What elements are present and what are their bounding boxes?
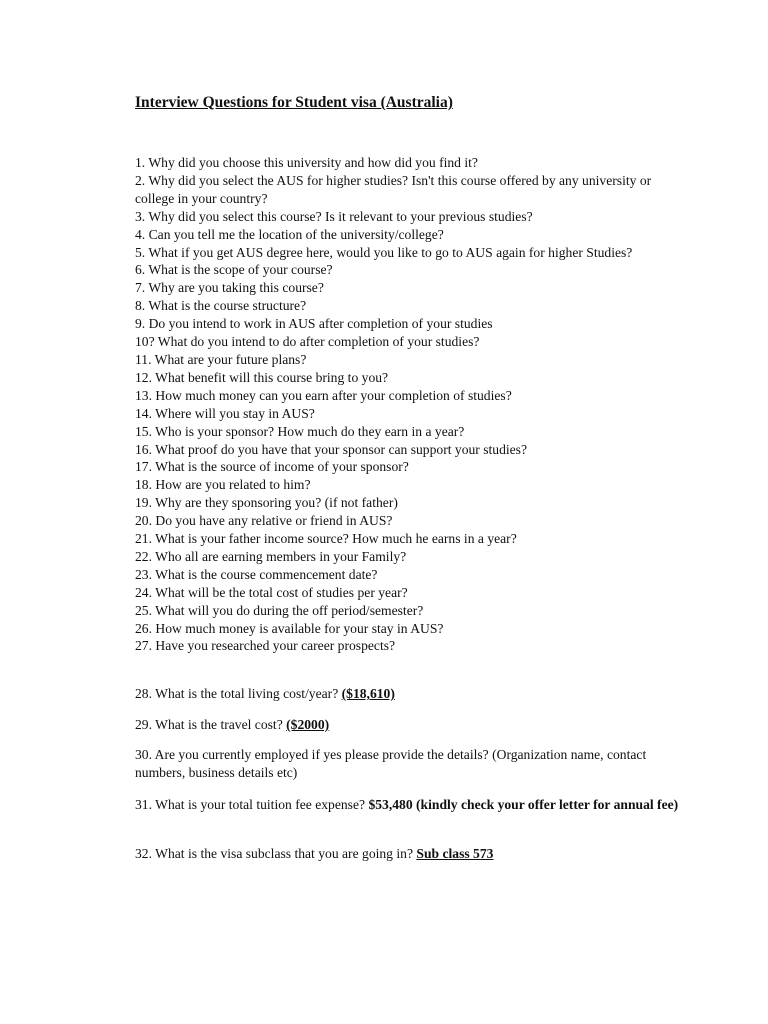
question-4: 4. Can you tell me the location of the university/college? — [135, 226, 444, 242]
question-21: 21. What is your father income source? How much he earns in a year? — [135, 531, 517, 547]
question-29 — [135, 716, 680, 734]
question-10: 10? What do you intend to do after completion of your studies? — [135, 334, 480, 350]
question-3: 3. Why did you select this course? Is it relevant to your previous studies? — [135, 208, 533, 224]
question-18: 18. How are you related to him? — [135, 477, 311, 493]
question-32-text: 32. What is the visa subclass that you are going in? — [135, 846, 417, 861]
question-list — [135, 154, 680, 655]
question-31-text: 31. What is your total tuition fee expense? — [135, 797, 369, 812]
question-27: 27. Have you researched your career prospects? — [135, 638, 396, 654]
question-14: 14. Where will you stay in AUS? — [135, 405, 315, 421]
document-title: Interview Questions for Student visa (Australia) — [135, 94, 453, 111]
question-13: 13. How much money can you earn after your completion of studies? — [135, 387, 512, 403]
question-5: 5. What if you get AUS degree here, would you like to go to AUS again for higher Studies? — [135, 244, 633, 260]
question-11: 11. What are your future plans? — [135, 351, 307, 367]
question-26: 26. How much money is available for your stay in AUS? — [135, 620, 444, 636]
question-32-answer: Sub class 573 — [416, 846, 494, 861]
question-16: 16. What proof do you have that your sponsor can support your studies? — [135, 441, 528, 457]
question-7: 7. Why are you taking this course? — [135, 280, 324, 296]
question-28-text: 28. What is the total living cost/year? — [135, 686, 342, 701]
question-29-answer: ($2000) — [286, 717, 330, 732]
question-6: 6. What is the scope of your course? — [135, 262, 333, 278]
question-32 — [135, 845, 680, 863]
question-20: 20. Do you have any relative or friend in AUS? — [135, 513, 393, 529]
question-30-text: 30. Are you currently employed if yes please provide the details? (Organization name, contact numbers, business details etc) — [135, 747, 647, 780]
question-2: 2. Why did you select the AUS for higher studies? Isn't this course offered by any university or college in your country? — [135, 172, 652, 206]
question-15: 15. Who is your sponsor? How much do they earn in a year? — [135, 423, 465, 439]
question-17: 17. What is the source of income of your sponsor? — [135, 459, 409, 475]
question-12: 12. What benefit will this course bring to you? — [135, 369, 389, 385]
question-1: 1. Why did you choose this university and how did you find it? — [135, 155, 478, 170]
question-29-text: 29. What is the travel cost? — [135, 717, 287, 732]
question-22: 22. Who all are earning members in your Family? — [135, 548, 407, 564]
question-25: 25. What will you do during the off period/semester? — [135, 602, 424, 618]
question-28-answer: ($18,610) — [341, 686, 395, 701]
question-31-answer: $53,480 (kindly check your offer letter for annual fee) — [368, 797, 679, 812]
question-30 — [135, 746, 680, 782]
question-28 — [135, 685, 680, 703]
question-8: 8. What is the course structure? — [135, 298, 307, 314]
question-31 — [135, 796, 680, 814]
question-19: 19. Why are they sponsoring you? (if not father) — [135, 495, 398, 511]
question-9: 9. Do you intend to work in AUS after completion of your studies — [135, 316, 493, 332]
question-23: 23. What is the course commencement date? — [135, 566, 378, 582]
question-24: 24. What will be the total cost of studies per year? — [135, 584, 408, 600]
